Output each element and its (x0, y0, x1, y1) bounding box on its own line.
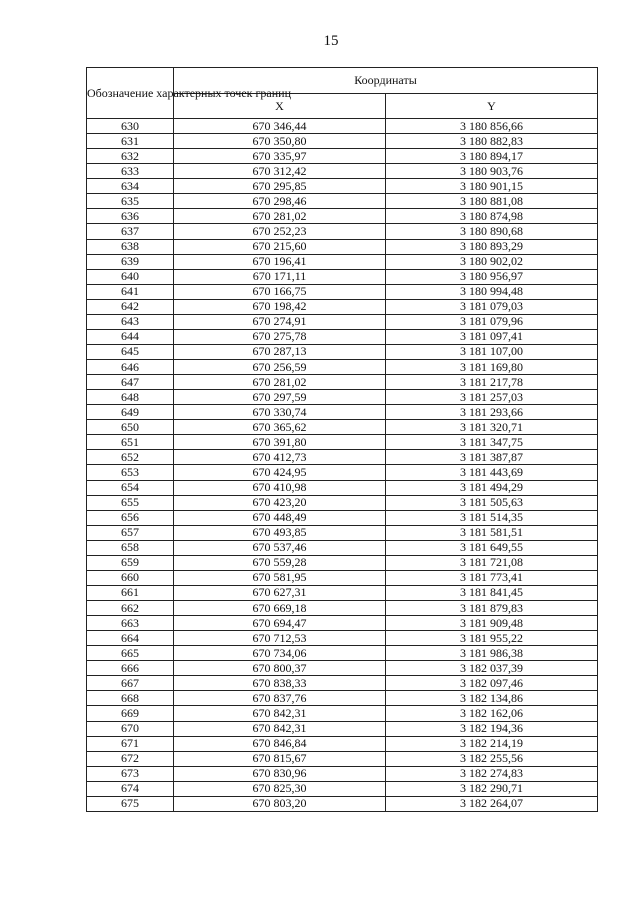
table-row (87, 646, 598, 661)
y-coordinate-cell: 3 181 514,35 (386, 510, 598, 525)
point-number-cell: 641 (87, 284, 174, 299)
table-row (87, 329, 598, 344)
x-coordinate-cell: 670 256,59 (174, 360, 386, 375)
y-coordinate-cell: 3 181 107,00 (386, 344, 598, 359)
point-number-cell: 640 (87, 269, 174, 284)
table-row (87, 179, 598, 194)
y-coordinate-cell: 3 180 856,66 (386, 119, 598, 134)
table-row (87, 405, 598, 420)
point-number-cell: 646 (87, 360, 174, 375)
point-number-cell: 655 (87, 495, 174, 510)
table-row (87, 540, 598, 555)
table-row (87, 209, 598, 224)
point-number-cell: 654 (87, 480, 174, 495)
table-row (87, 525, 598, 540)
table-row (87, 510, 598, 525)
point-number-cell: 647 (87, 375, 174, 390)
point-number-cell: 636 (87, 209, 174, 224)
x-coordinate-cell: 670 734,06 (174, 646, 386, 661)
y-coordinate-cell: 3 182 134,86 (386, 691, 598, 706)
y-coordinate-cell: 3 182 194,36 (386, 721, 598, 736)
y-coordinate-cell: 3 182 255,56 (386, 751, 598, 766)
header-designation: Обозначение характерных точек границ (87, 68, 174, 119)
y-coordinate-cell: 3 182 264,07 (386, 796, 598, 811)
y-coordinate-cell: 3 181 387,87 (386, 450, 598, 465)
point-number-cell: 630 (87, 119, 174, 134)
table-row (87, 239, 598, 254)
y-coordinate-cell: 3 181 986,38 (386, 646, 598, 661)
table-row (87, 194, 598, 209)
table-row (87, 284, 598, 299)
x-coordinate-cell: 670 694,47 (174, 616, 386, 631)
page-number: 15 (323, 33, 339, 49)
y-coordinate-cell: 3 181 169,80 (386, 360, 598, 375)
point-number-cell: 664 (87, 631, 174, 646)
point-number-cell: 651 (87, 435, 174, 450)
y-coordinate-cell: 3 180 881,08 (386, 194, 598, 209)
table-row (87, 781, 598, 796)
table-row (87, 344, 598, 359)
x-coordinate-cell: 670 298,46 (174, 194, 386, 209)
x-coordinate-cell: 670 281,02 (174, 375, 386, 390)
y-coordinate-cell: 3 181 505,63 (386, 495, 598, 510)
table-row (87, 601, 598, 616)
table-body (87, 119, 598, 812)
y-coordinate-cell: 3 181 649,55 (386, 540, 598, 555)
header-coordinates: Координаты (174, 68, 598, 94)
y-coordinate-cell: 3 181 841,45 (386, 585, 598, 600)
table-row (87, 766, 598, 781)
x-coordinate-cell: 670 281,02 (174, 209, 386, 224)
x-coordinate-cell: 670 424,95 (174, 465, 386, 480)
coordinates-table (86, 67, 598, 812)
table-row (87, 390, 598, 405)
table-row (87, 149, 598, 164)
point-number-cell: 673 (87, 766, 174, 781)
x-coordinate-cell: 670 537,46 (174, 540, 386, 555)
y-coordinate-cell: 3 182 290,71 (386, 781, 598, 796)
table-row (87, 360, 598, 375)
table-row (87, 585, 598, 600)
point-number-cell: 658 (87, 540, 174, 555)
x-coordinate-cell: 670 346,44 (174, 119, 386, 134)
point-number-cell: 637 (87, 224, 174, 239)
y-coordinate-cell: 3 181 581,51 (386, 525, 598, 540)
table-row (87, 555, 598, 570)
point-number-cell: 659 (87, 555, 174, 570)
x-coordinate-cell: 670 830,96 (174, 766, 386, 781)
table-row (87, 751, 598, 766)
table-header (87, 68, 598, 119)
table-row (87, 495, 598, 510)
x-coordinate-cell: 670 712,53 (174, 631, 386, 646)
y-coordinate-cell: 3 180 890,68 (386, 224, 598, 239)
x-coordinate-cell: 670 559,28 (174, 555, 386, 570)
x-coordinate-cell: 670 800,37 (174, 661, 386, 676)
point-number-cell: 669 (87, 706, 174, 721)
y-coordinate-cell: 3 181 494,29 (386, 480, 598, 495)
x-coordinate-cell: 670 838,33 (174, 676, 386, 691)
x-coordinate-cell: 670 842,31 (174, 721, 386, 736)
x-coordinate-cell: 670 815,67 (174, 751, 386, 766)
point-number-cell: 675 (87, 796, 174, 811)
point-number-cell: 672 (87, 751, 174, 766)
x-coordinate-cell: 670 410,98 (174, 480, 386, 495)
y-coordinate-cell: 3 180 893,29 (386, 239, 598, 254)
y-coordinate-cell: 3 181 217,78 (386, 375, 598, 390)
y-coordinate-cell: 3 182 214,19 (386, 736, 598, 751)
point-number-cell: 656 (87, 510, 174, 525)
x-coordinate-cell: 670 312,42 (174, 164, 386, 179)
point-number-cell: 638 (87, 239, 174, 254)
y-coordinate-cell: 3 180 882,83 (386, 134, 598, 149)
x-coordinate-cell: 670 493,85 (174, 525, 386, 540)
x-coordinate-cell: 670 297,59 (174, 390, 386, 405)
y-coordinate-cell: 3 180 901,15 (386, 179, 598, 194)
point-number-cell: 653 (87, 465, 174, 480)
y-coordinate-cell: 3 181 293,66 (386, 405, 598, 420)
x-coordinate-cell: 670 196,41 (174, 254, 386, 269)
x-coordinate-cell: 670 330,74 (174, 405, 386, 420)
y-coordinate-cell: 3 180 902,02 (386, 254, 598, 269)
point-number-cell: 667 (87, 676, 174, 691)
y-coordinate-cell: 3 180 874,98 (386, 209, 598, 224)
x-coordinate-cell: 670 166,75 (174, 284, 386, 299)
y-coordinate-cell: 3 181 347,75 (386, 435, 598, 450)
x-coordinate-cell: 670 252,23 (174, 224, 386, 239)
table-row (87, 420, 598, 435)
header-x: X (174, 94, 386, 119)
point-number-cell: 632 (87, 149, 174, 164)
table-row (87, 299, 598, 314)
point-number-cell: 666 (87, 661, 174, 676)
y-coordinate-cell: 3 180 894,17 (386, 149, 598, 164)
table-row (87, 375, 598, 390)
point-number-cell: 665 (87, 646, 174, 661)
table-row (87, 269, 598, 284)
x-coordinate-cell: 670 198,42 (174, 299, 386, 314)
x-coordinate-cell: 670 627,31 (174, 585, 386, 600)
table-row (87, 134, 598, 149)
table-row (87, 254, 598, 269)
x-coordinate-cell: 670 837,76 (174, 691, 386, 706)
point-number-cell: 652 (87, 450, 174, 465)
x-coordinate-cell: 670 365,62 (174, 420, 386, 435)
point-number-cell: 649 (87, 405, 174, 420)
point-number-cell: 631 (87, 134, 174, 149)
x-coordinate-cell: 670 350,80 (174, 134, 386, 149)
y-coordinate-cell: 3 182 097,46 (386, 676, 598, 691)
x-coordinate-cell: 670 669,18 (174, 601, 386, 616)
point-number-cell: 661 (87, 585, 174, 600)
x-coordinate-cell: 670 423,20 (174, 495, 386, 510)
y-coordinate-cell: 3 181 257,03 (386, 390, 598, 405)
x-coordinate-cell: 670 391,80 (174, 435, 386, 450)
x-coordinate-cell: 670 171,11 (174, 269, 386, 284)
y-coordinate-cell: 3 182 162,06 (386, 706, 598, 721)
y-coordinate-cell: 3 180 956,97 (386, 269, 598, 284)
point-number-cell: 635 (87, 194, 174, 209)
header-y: Y (386, 94, 598, 119)
point-number-cell: 660 (87, 570, 174, 585)
point-number-cell: 657 (87, 525, 174, 540)
table-row (87, 736, 598, 751)
table-row (87, 224, 598, 239)
y-coordinate-cell: 3 180 903,76 (386, 164, 598, 179)
table-row (87, 480, 598, 495)
y-coordinate-cell: 3 182 037,39 (386, 661, 598, 676)
point-number-cell: 642 (87, 299, 174, 314)
table-row (87, 435, 598, 450)
y-coordinate-cell: 3 181 079,03 (386, 299, 598, 314)
x-coordinate-cell: 670 215,60 (174, 239, 386, 254)
table-row (87, 465, 598, 480)
x-coordinate-cell: 670 335,97 (174, 149, 386, 164)
table-row (87, 570, 598, 585)
point-number-cell: 663 (87, 616, 174, 631)
table-row (87, 691, 598, 706)
point-number-cell: 670 (87, 721, 174, 736)
point-number-cell: 639 (87, 254, 174, 269)
y-coordinate-cell: 3 181 443,69 (386, 465, 598, 480)
y-coordinate-cell: 3 181 097,41 (386, 329, 598, 344)
table-row (87, 796, 598, 811)
y-coordinate-cell: 3 181 955,22 (386, 631, 598, 646)
point-number-cell: 668 (87, 691, 174, 706)
x-coordinate-cell: 670 825,30 (174, 781, 386, 796)
table-row (87, 676, 598, 691)
table-row (87, 721, 598, 736)
y-coordinate-cell: 3 180 994,48 (386, 284, 598, 299)
x-coordinate-cell: 670 842,31 (174, 706, 386, 721)
point-number-cell: 674 (87, 781, 174, 796)
x-coordinate-cell: 670 412,73 (174, 450, 386, 465)
table-row (87, 631, 598, 646)
point-number-cell: 648 (87, 390, 174, 405)
point-number-cell: 662 (87, 601, 174, 616)
point-number-cell: 643 (87, 314, 174, 329)
y-coordinate-cell: 3 181 909,48 (386, 616, 598, 631)
point-number-cell: 633 (87, 164, 174, 179)
x-coordinate-cell: 670 275,78 (174, 329, 386, 344)
y-coordinate-cell: 3 182 274,83 (386, 766, 598, 781)
point-number-cell: 671 (87, 736, 174, 751)
y-coordinate-cell: 3 181 879,83 (386, 601, 598, 616)
table-row (87, 616, 598, 631)
x-coordinate-cell: 670 581,95 (174, 570, 386, 585)
y-coordinate-cell: 3 181 773,41 (386, 570, 598, 585)
table-row (87, 661, 598, 676)
x-coordinate-cell: 670 295,85 (174, 179, 386, 194)
x-coordinate-cell: 670 448,49 (174, 510, 386, 525)
x-coordinate-cell: 670 846,84 (174, 736, 386, 751)
x-coordinate-cell: 670 274,91 (174, 314, 386, 329)
y-coordinate-cell: 3 181 721,08 (386, 555, 598, 570)
table-row (87, 119, 598, 134)
table-row (87, 706, 598, 721)
table-row (87, 164, 598, 179)
x-coordinate-cell: 670 287,13 (174, 344, 386, 359)
point-number-cell: 650 (87, 420, 174, 435)
point-number-cell: 644 (87, 329, 174, 344)
point-number-cell: 634 (87, 179, 174, 194)
x-coordinate-cell: 670 803,20 (174, 796, 386, 811)
table-row (87, 314, 598, 329)
y-coordinate-cell: 3 181 320,71 (386, 420, 598, 435)
point-number-cell: 645 (87, 344, 174, 359)
table-row (87, 450, 598, 465)
y-coordinate-cell: 3 181 079,96 (386, 314, 598, 329)
